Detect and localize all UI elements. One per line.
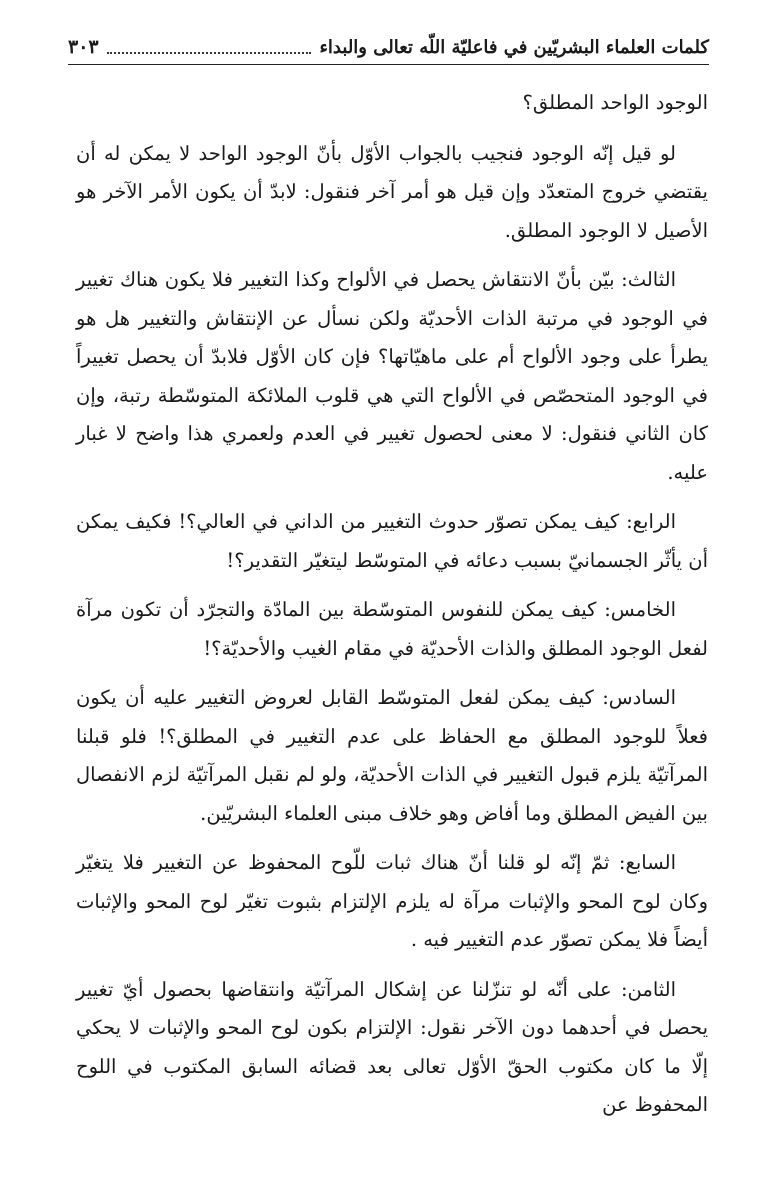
header-dot-leader <box>107 40 312 54</box>
paragraph-fifth-point: الخامس: كيف يمكن للنفوس المتوسّطة بين المادّة والتجرّد أن تكون مرآة لفعل الوجود المطلق والذات الأحديّة في مقام الغيب والأحديّة؟! <box>76 598 708 660</box>
paragraph-fourth-point: الرابع: كيف يمكن تصوّر حدوث التغيير من الداني في العالي؟! فكيف يمكن أن يأثّر الجسمانيّ بسبب دعائه في المتوسّط ليتغيّر التقدير؟! <box>76 510 708 572</box>
running-header <box>68 30 709 65</box>
paragraph-seventh-point: السابع: ثمّ إنّه لو قلنا أنّ هناك ثبات للّوح المحفوظ عن التغيير فلا يتغيّر وكان لوح المحو والإثبات مرآة له يلزم الإلتزام بثبوت تغيّر لوح المحو والإثبات أيضاً فلا يمكن تصوّر عدم التغيير فيه . <box>76 851 708 951</box>
paragraph-eighth-point: الثامن: على أنّه لو تنزّلنا عن إشكال المرآتيّة وانتقاضها بحصول أيّ تغيير يحصل في أحدهما دون الآخر نقول: الإلتزام بكون لوح المحو والإثبات لا يحكي إلّا ما كان مكتوب الحقّ الأوّل تعالى بعد قضائه السابق المكتوب في اللوح المحفوظ عن <box>76 977 708 1116</box>
paragraph-sixth-point: السادس: كيف يمكن لفعل المتوسّط القابل لعروض التغيير عليه أن يكون فعلاً للوجود المطلق مع الحفاظ على عدم التغيير في المطلق؟! فلو قبلنا المرآتيّة يلزم قبول التغيير في الذات الأحديّة، ولو لم نقبل المرآتيّة لزم الانفصال بين الفيض المطلق وما أفاض وهو خلاف مبنى العلماء البشريّين. <box>76 686 708 825</box>
page-number: ٣٠٣ <box>68 36 99 58</box>
paragraph: لو قيل إنّه الوجود فنجيب بالجواب الأوّل بأنّ الوجود الواحد لا يمكن له أن يقتضي خروج المتعدّد وإن قيل هو أمر آخر فنقول: لابدّ أن يكون الأمر الآخر هو الأصيل لا الوجود المطلق. <box>76 141 708 242</box>
paragraph-third-point: الثالث: بيّن بأنّ الانتقاش يحصل في الألواح وكذا التغيير فلا يكون هناك تغيير في الوجود في مرتبة الذات الأحديّة ولكن نسأل عن الإنتقاش والتغيير هل هو يطرأ على وجود الألواح أم على ماهيّاتها؟ فإن كان الأوّل فلابدّ أن يحصل تغييراً في الوجود المتحصّص في الألواح التي هي قلوب الملائكة المتوسّطة رتبة، وإن كان الثاني فنقول: لا معنى لحصول تغيير في العدم ولعمري هذا واضح لا غبار عليه. <box>76 268 708 484</box>
paragraph-continuation: الوجود الواحد المطلق؟ <box>522 91 708 114</box>
header-title: كلمات العلماء البشريّين في فاعليّة اللّه تعالى والبداء <box>319 36 709 58</box>
body-text <box>76 84 708 1136</box>
